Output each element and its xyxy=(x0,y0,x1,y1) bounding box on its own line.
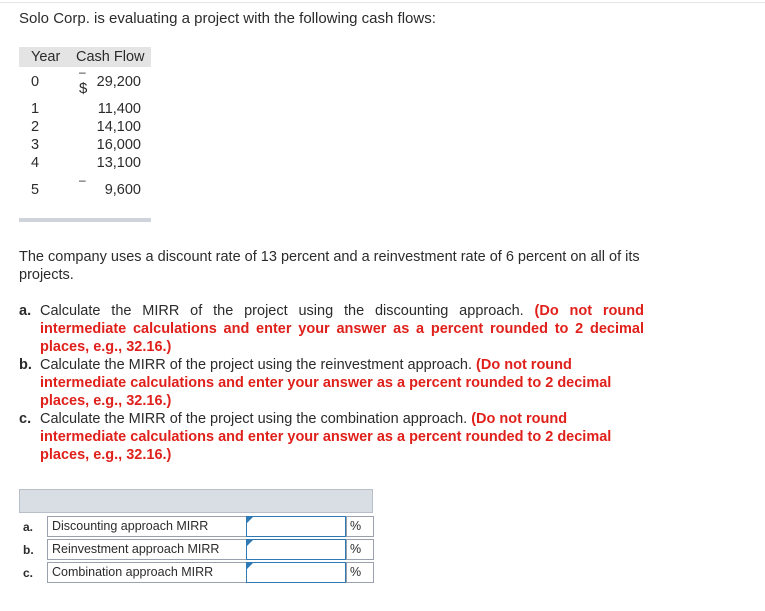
year-cell: 4 xyxy=(30,155,40,171)
input-flag-icon xyxy=(247,540,253,546)
problem-description: The company uses a discount rate of 13 percent and a reinvestment rate of 6 percent on all of its projects. xyxy=(19,249,640,283)
question-letter: b. xyxy=(19,357,32,373)
year-column-header: Year xyxy=(31,49,61,65)
answer-table xyxy=(19,489,373,584)
cash-flow-column-header: Cash Flow xyxy=(76,49,145,65)
question-instruction: (Do not round intermediate calculations and enter your answer as a percent rounded to 2 decimal places, e.g., 32.16.) xyxy=(40,357,612,409)
year-cell: 5 xyxy=(30,182,40,198)
input-flag-icon xyxy=(247,563,253,569)
answer-row-letter: c. xyxy=(23,566,34,580)
question-letter: c. xyxy=(19,411,32,427)
answer-row-letter: b. xyxy=(23,543,34,557)
year-cell: 2 xyxy=(30,119,40,135)
year-cell: 3 xyxy=(30,137,40,153)
answer-row-c xyxy=(19,561,373,584)
percent-unit: % xyxy=(346,562,374,583)
percent-unit: % xyxy=(346,539,374,560)
answer-row-letter: a. xyxy=(23,520,34,534)
answer-table-header xyxy=(19,489,373,513)
currency-symbol: $ xyxy=(79,80,88,97)
question-instruction: (Do not round intermediate calculations and enter your answer as a percent rounded to 2 decimal places, e.g., 32.16.) xyxy=(40,411,612,463)
question-b xyxy=(19,356,644,410)
percent-unit: % xyxy=(346,516,374,537)
year-cell: 1 xyxy=(30,101,40,117)
cash-flow-cell: 11,400 xyxy=(97,101,141,117)
question-text: Calculate the MIRR of the project using the combination approach. xyxy=(40,411,468,427)
input-flag-icon xyxy=(247,517,253,523)
question-text: Calculate the MIRR of the project using the discounting approach. xyxy=(40,303,524,319)
negative-sign-icon: – xyxy=(79,173,86,187)
year-cell: 0 xyxy=(30,74,40,90)
top-divider xyxy=(0,2,765,3)
cash-flow-cell: 9,600 xyxy=(104,182,141,198)
question-c xyxy=(19,410,644,464)
question-letter: a. xyxy=(19,303,32,319)
cash-flow-cell: 29,200 xyxy=(96,74,141,90)
reinvestment-mirr-input[interactable] xyxy=(246,539,346,560)
answer-row-label: Discounting approach MIRR xyxy=(47,516,266,537)
cash-flow-cell: 14,100 xyxy=(96,119,141,135)
cash-flow-cell: 16,000 xyxy=(96,137,141,153)
discounting-mirr-input[interactable] xyxy=(246,516,346,537)
negative-sign-icon: – xyxy=(79,65,86,79)
cash-flow-cell: 13,100 xyxy=(96,155,141,171)
answer-row-b xyxy=(19,538,373,561)
table-bottom-border xyxy=(19,218,151,222)
answer-row-label: Reinvestment approach MIRR xyxy=(47,539,266,560)
question-instruction: (Do not round intermediate calculations and enter your answer as a percent rounded to 2 decimal places, e.g., 32.16.) xyxy=(40,303,644,355)
question-a xyxy=(19,302,644,356)
cash-flow-header xyxy=(19,47,151,67)
question-text: Calculate the MIRR of the project using the reinvestment approach. xyxy=(40,357,473,373)
combination-mirr-input[interactable] xyxy=(246,562,346,583)
answer-row-a xyxy=(19,515,373,538)
answer-row-label: Combination approach MIRR xyxy=(47,562,266,583)
problem-intro: Solo Corp. is evaluating a project with the following cash flows: xyxy=(19,10,436,27)
